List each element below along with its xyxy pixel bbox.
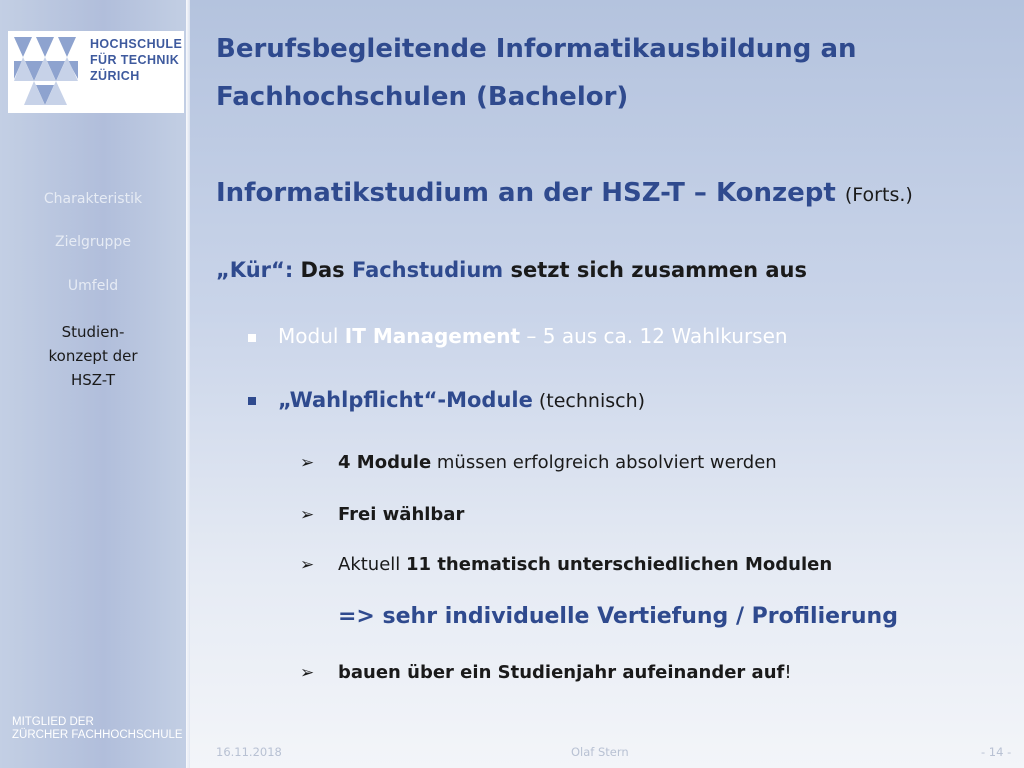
- member-line1: MITGLIED DER: [12, 716, 94, 728]
- subbullet-module-rest: müssen erfolgreich absolviert werden: [431, 452, 777, 473]
- subbullet-aktuell-bold: 11 thematisch unterschiedlichen Modulen: [406, 554, 833, 575]
- subbullet-studienjahr-end: !: [784, 662, 792, 683]
- footer-date: 16.11.2018: [216, 745, 282, 759]
- heading-fachstudium: Fachstudium: [351, 258, 504, 282]
- arrow-bullet-icon: ➢: [300, 663, 315, 683]
- hochschule-logo: [8, 31, 184, 113]
- sidebar-active-line1: Studien-: [61, 323, 125, 341]
- slide-title-line1: Berufsbegleitende Informatikausbildung an: [216, 34, 857, 64]
- bullet-wahlpflicht-main: „Wahlpflicht“-Module: [278, 388, 533, 412]
- footer-author: Olaf Stern: [571, 745, 629, 759]
- sidebar-active-line2: konzept der: [48, 347, 138, 365]
- sidebar-item-umfeld[interactable]: Umfeld: [67, 278, 119, 294]
- subbullet-frei-text: Frei wählbar: [338, 504, 465, 525]
- sidebar-divider: [186, 0, 190, 768]
- heading-rest: setzt sich zusammen aus: [503, 258, 808, 282]
- subbullet-frei: [300, 504, 464, 525]
- logo-text-line3: ZÜRICH: [90, 69, 140, 83]
- subtitle-main: Informatikstudium an der HSZ-T – Konzept: [216, 178, 836, 208]
- square-bullet-icon: [248, 334, 256, 342]
- slide-title-line2: Fachhochschulen (Bachelor): [216, 82, 629, 112]
- subbullet-aktuell-pre: Aktuell: [338, 554, 407, 575]
- bullet-wahlpflicht: [248, 388, 645, 412]
- arrow-bullet-icon: ➢: [300, 453, 315, 473]
- subbullet-vertiefung: => sehr individuelle Vertiefung / Profilierung: [338, 604, 898, 629]
- arrow-bullet-icon: ➢: [300, 555, 315, 575]
- bullet-it-management: [248, 324, 788, 348]
- slide-subtitle: [216, 178, 913, 208]
- bullet-it-bold: IT Management: [344, 324, 521, 348]
- logo-mark-icon: [12, 35, 80, 109]
- subbullet-module-bold: 4 Module: [338, 452, 432, 473]
- subbullet-studienjahr-bold: bauen über ein Studienjahr aufeinander auf: [338, 662, 785, 683]
- subbullet-module: [300, 452, 777, 473]
- sidebar-item-studienkonzept[interactable]: [0, 320, 186, 392]
- sidebar-active-line3: HSZ-T: [70, 371, 115, 389]
- logo-text-line2: FÜR TECHNIK: [90, 53, 180, 67]
- member-note: [12, 716, 183, 742]
- footer-page-number: - 14 -: [981, 745, 1012, 759]
- subbullet-studienjahr: [300, 662, 792, 683]
- logo-text-line1: HOCHSCHULE: [90, 37, 183, 51]
- arrow-bullet-icon: ➢: [300, 505, 315, 525]
- subbullet-aktuell: [300, 554, 832, 575]
- square-bullet-icon: [248, 397, 256, 405]
- section-heading: [216, 258, 807, 282]
- heading-das: Das: [300, 258, 352, 282]
- subtitle-suffix: (Forts.): [844, 184, 913, 206]
- bullet-it-pre: Modul: [278, 324, 345, 348]
- sidebar-item-charakteristik[interactable]: Charakteristik: [43, 191, 143, 207]
- member-line2: ZÜRCHER FACHHOCHSCHULE: [12, 729, 183, 741]
- bullet-wahlpflicht-suffix: (technisch): [532, 390, 646, 412]
- bullet-it-post: – 5 aus ca. 12 Wahlkursen: [520, 324, 788, 348]
- sidebar-item-zielgruppe[interactable]: Zielgruppe: [55, 234, 131, 250]
- heading-kuer: „Kür“:: [216, 258, 301, 282]
